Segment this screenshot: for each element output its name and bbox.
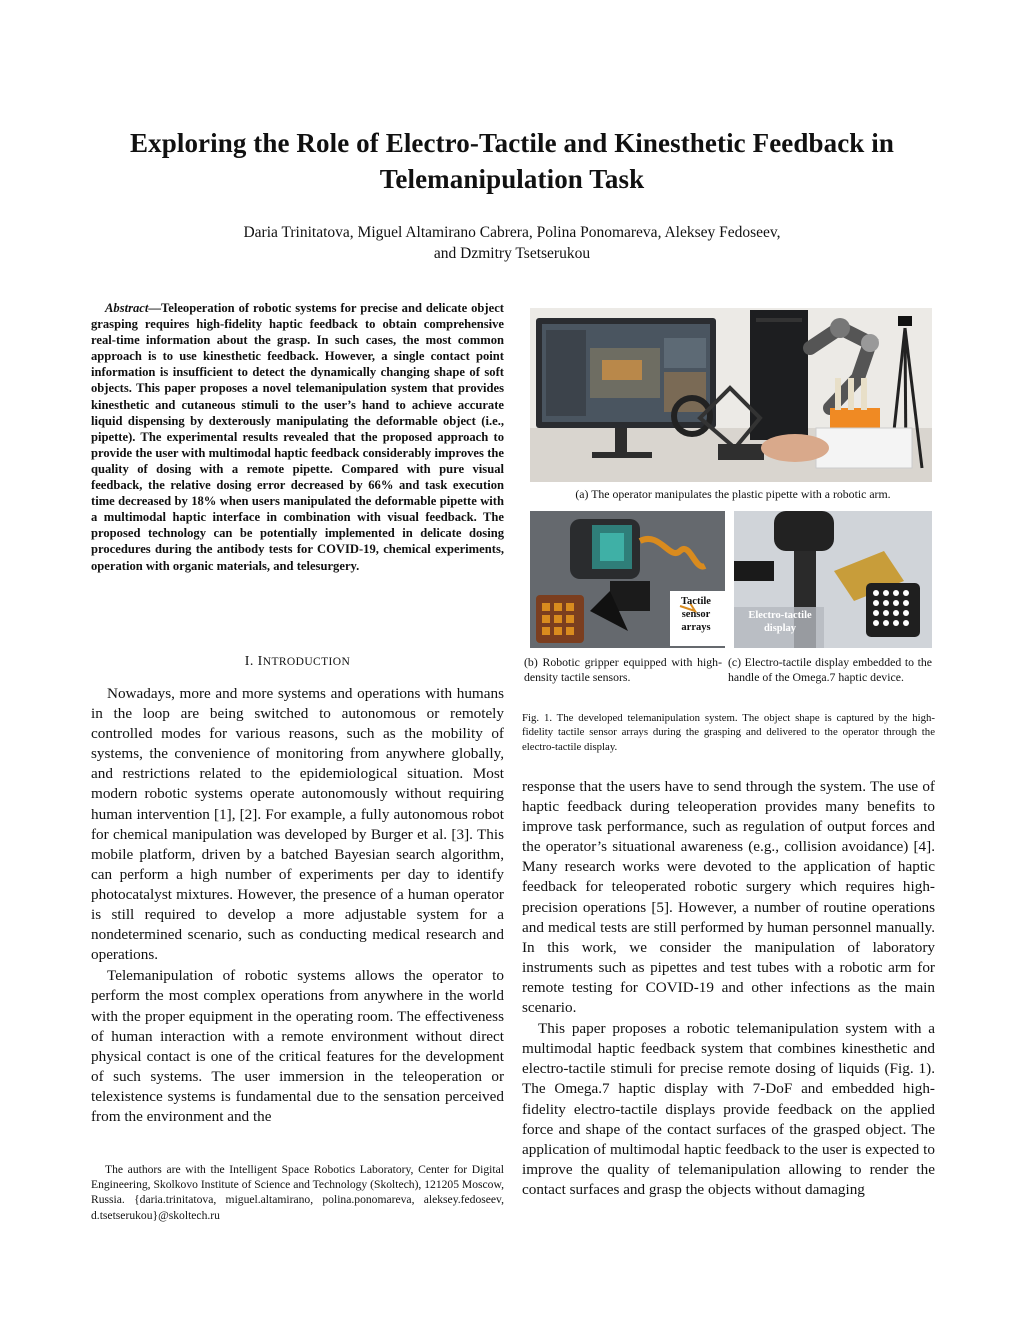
footnote-text: The authors are with the Intelligent Space Robotics Laboratory, Center for Digital Engineering, Skolkovo Institute of Science and Technology (Skoltech), 121205 Moscow, Russia. {daria.trinitatova, miguel.altamirano, polina.ponomareva, aleksey.fedoseev, d.tsetserukou}@skoltech.ru xyxy=(91,1163,504,1222)
paper-title: Exploring the Role of Electro-Tactile and Kinesthetic Feedback in Telemanipulation Task xyxy=(130,128,894,194)
abstract-label: Abstract xyxy=(105,301,149,315)
abstract xyxy=(91,300,504,574)
section-number: I. xyxy=(244,654,258,669)
figure-1b-photo xyxy=(530,511,725,648)
intro-paragraph-1: Nowadays, more and more systems and operations with humans in the loop are being switched to autonomous or remotely controlled modes for various reasons, such as the mobility of systems, the convenience of monitoring from anywhere globally, and restrictions related to the epidemiological situation. Most modern robotic systems operate autonomously without requiring human intervention [1], [2]. For example, a fully autonomous robot for chemical manipulation was developed by Burger et al. [3]. This mobile platform, driven by a batched Bayesian search algorithm, can perform a high number of experiments per day to identify photocatalyst mixtures. However, the presence of a human operator is still required to develop a more adjustable system for a nondetermined scenario, such as conducting medical research and operations. xyxy=(91,685,504,964)
intro-body-left xyxy=(91,684,504,1127)
intro-paragraph-2: Telemanipulation of robotic systems allows the operator to perform the most complex operations from anywhere in the world with the proper equipment in the operating room. The effectiveness of human interaction with a remote environment without direct physical contact is one of the critical features for the development of such systems. The user immersion in the teleoperation or telexistence systems is fundamental due to the sensation perceived from the environment and the xyxy=(91,967,504,1125)
figure-1c-photo xyxy=(734,511,932,648)
authors-line-1: Daria Trinitatova, Miguel Altamirano Cabrera, Polina Ponomareva, Aleksey Fedoseev, xyxy=(243,224,781,241)
right-paragraph-2: This paper proposes a robotic telemanipulation system with a multimodal haptic feedback system that combines kinesthetic and electro-tactile stimuli for precise remote dosing of liquids (Fig. 1). The Omega.7 haptic display with 7-DoF and embedded high-fidelity electro-tactile displays provide feedback on the applied force and shape of the contact surfaces of the grasped object. The application of multimodal haptic feedback to the user is expected to improve the quality of telemanipulation allowing to render the contact surfaces and grasp the objects without damaging xyxy=(522,1020,935,1198)
caption-1b: (b) Robotic gripper equipped with high-density tactile sensors. xyxy=(524,655,722,684)
tactile-sensor-label: Tactile sensor arrays xyxy=(681,596,711,633)
right-paragraph-1: response that the users have to send through the system. The use of haptic feedback during teleoperation provides many benefits to improve task performance, such as regulation of output forces and the operator’s situational awareness (e.g., collision avoidance) [4]. Many research works were devoted to the application of haptic feedback for teleoperated robotic surgery which requires high-precision operations [5]. However, a number of routine operations and medical tests are still performed by human personnel manually. In this work, we consider the manipulation of laboratory instruments such as pipettes and test tubes with a robotic arm for remote testing for COVID-19 and other infections as the main scenario. xyxy=(522,778,935,1017)
section-title-first: I xyxy=(257,654,263,669)
section-heading-introduction xyxy=(91,654,504,670)
section-title-rest: NTRODUCTION xyxy=(262,656,351,668)
intro-body-right xyxy=(522,777,935,1200)
author-list xyxy=(120,222,904,264)
author-affiliation-footnote xyxy=(91,1162,504,1223)
caption-1c: (c) Electro-tactile display embedded to the handle of the Omega.7 haptic device. xyxy=(728,655,932,684)
operator-setup-illustration xyxy=(530,308,932,482)
figure-1a-photo xyxy=(530,308,932,482)
caption-1a: (a) The operator manipulates the plastic pipette with a robotic arm. xyxy=(575,487,891,501)
abstract-text: —Teleoperation of robotic systems for precise and delicate object grasping requires high-fidelity haptic feedback to obtain comprehensive real-time information about the grasp. In such cases, the most common approach is to use kinesthetic feedback. However, a single contact point information is insufficient to detect the dynamically changing shape of soft objects. This paper proposes a novel telemanipulation system that provides kinesthetic and cutaneous stimuli to the user’s hand to achieve accurate liquid dispensing by dexterously manipulating the deformable object (i.e., pipette). The experimental results revealed that the proposed approach to provide the user with multimodal haptic feedback considerably improves the quality of dosing with a remote pipette. Compared with pure visual feedback, the relative dosing error decreased by 66% and task execution time decreased by 18% when users manipulated the deformable pipette with a multimodal haptic interface in combination with visual feedback. The proposed technology can be potentially implemented in delicate dosing procedures during the antibody tests for COVID-19, chemical experiments, operation with organic materials, and telesurgery. xyxy=(91,301,504,573)
authors-line-2: and Dzmitry Tsetserukou xyxy=(433,245,591,262)
electro-tactile-label: Electro-tactile display xyxy=(748,610,812,634)
figure-1-caption: Fig. 1. The developed telemanipulation system. The object shape is captured by the high-fidelity tactile sensor arrays during the grasping and delivered to the operator through the electro-tactile display. xyxy=(522,712,935,753)
